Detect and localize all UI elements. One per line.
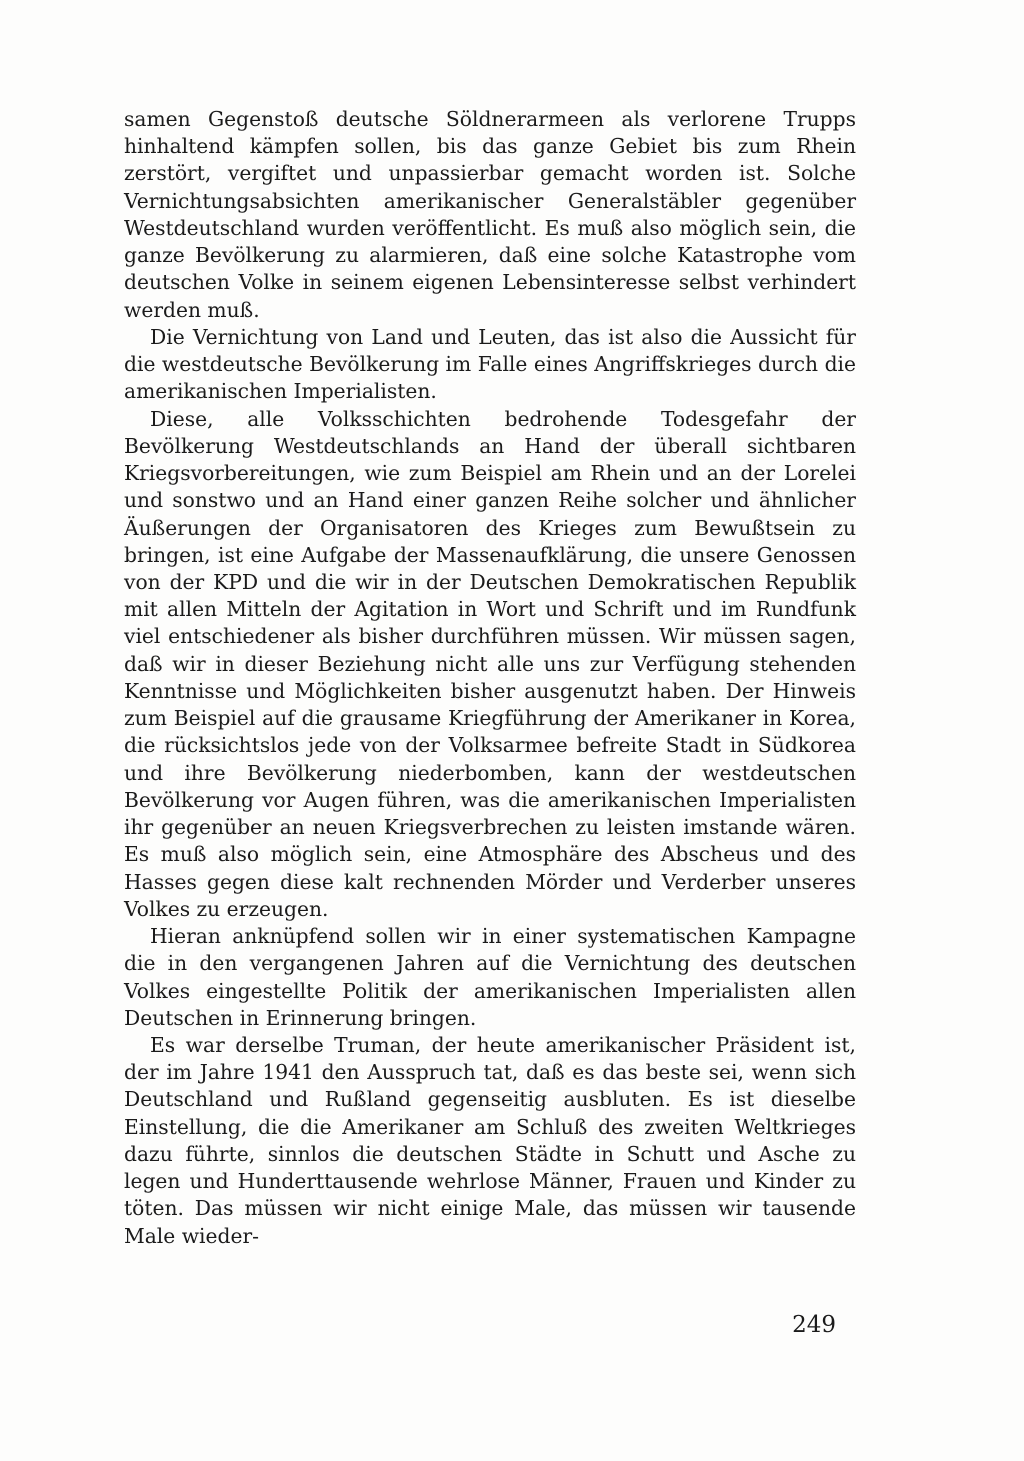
paragraph-4: Hieran anknüpfend sollen wir in einer systematischen Kampagne die in den vergangenen Jahren auf die Vernichtung des deutschen Volkes eingestellte Politik der amerikanischen Imperialisten allen Deutschen in Erinnerung bringen. (124, 924, 856, 1030)
paragraph-2: Die Vernichtung von Land und Leuten, das ist also die Aussicht für die westdeutsche Bevölkerung im Falle eines Angriffskrieges durch die amerikanischen Imperialisten. (124, 324, 856, 404)
paragraph-5: Es war derselbe Truman, der heute amerikanischer Präsident ist, der im Jahre 1941 den Ausspruch tat, daß es das beste sei, wenn sich Deutschland und Rußland gegenseitig ausbluten. Es ist dieselbe Einstellung, die die Amerikaner am Schluß des zweiten Weltkrieges dazu führte, sinnlos die deutschen Städte in Schutt und Asche zu legen und Hunderttausende wehrlose Männer, Frauen und Kinder zu töten. Das müssen wir nicht einige Male, das müssen wir tausende Male wieder- (124, 1032, 856, 1248)
paragraph-3: Diese, alle Volksschichten bedrohende Todesgefahr der Bevölkerung Westdeutschlands an Hand der überall sichtbaren Kriegsvorbereitungen, wie zum Beispiel am Rhein und an der Lorelei und sonstwo und an Hand einer ganzen Reihe solcher und ähnlicher Äußerungen der Organisatoren des Krieges zum Bewußtsein zu bringen, ist eine Aufgabe der Massenaufklärung, die unsere Genossen von der KPD und die wir in der Deutschen Demokratischen Republik mit allen Mitteln der Agitation in Wort und Schrift und im Rundfunk viel entschiedener als bisher durchführen müssen. Wir müssen sagen, daß wir in dieser Beziehung nicht alle uns zur Verfügung stehenden Kenntnisse und Möglichkeiten bisher ausgenutzt haben. Der Hinweis zum Beispiel auf die grausame Kriegführung der Amerikaner in Korea, die rücksichtslos jede von der Volksarmee befreite Stadt in Südkorea und ihre Bevölkerung niederbomben, kann der westdeutschen Bevölkerung vor Augen führen, was die amerikanischen Imperialisten ihr gegenüber an neuen Kriegsverbrechen zu leisten imstande wären. Es muß also möglich sein, eine Atmosphäre des Abscheus und des Hasses gegen diese kalt rechnenden Mörder und Verderber unseres Volkes zu erzeugen. (124, 406, 856, 921)
page-number: 249 (792, 1312, 836, 1338)
body-text (124, 106, 856, 1250)
paragraph-1: samen Gegenstoß deutsche Söldnerarmeen als verlorene Trupps hinhaltend kämpfen sollen, bis das ganze Gebiet bis zum Rhein zerstört, vergiftet und unpassierbar gemacht worden ist. Solche Vernichtungsabsichten amerikanischer Generalstäbler gegenüber Westdeutschland wurden veröffentlicht. Es muß also möglich sein, die ganze Bevölkerung zu alarmieren, daß eine solche Katastrophe vom deutschen Volke in seinem eigenen Lebensinteresse selbst verhindert werden muß. (124, 107, 856, 322)
